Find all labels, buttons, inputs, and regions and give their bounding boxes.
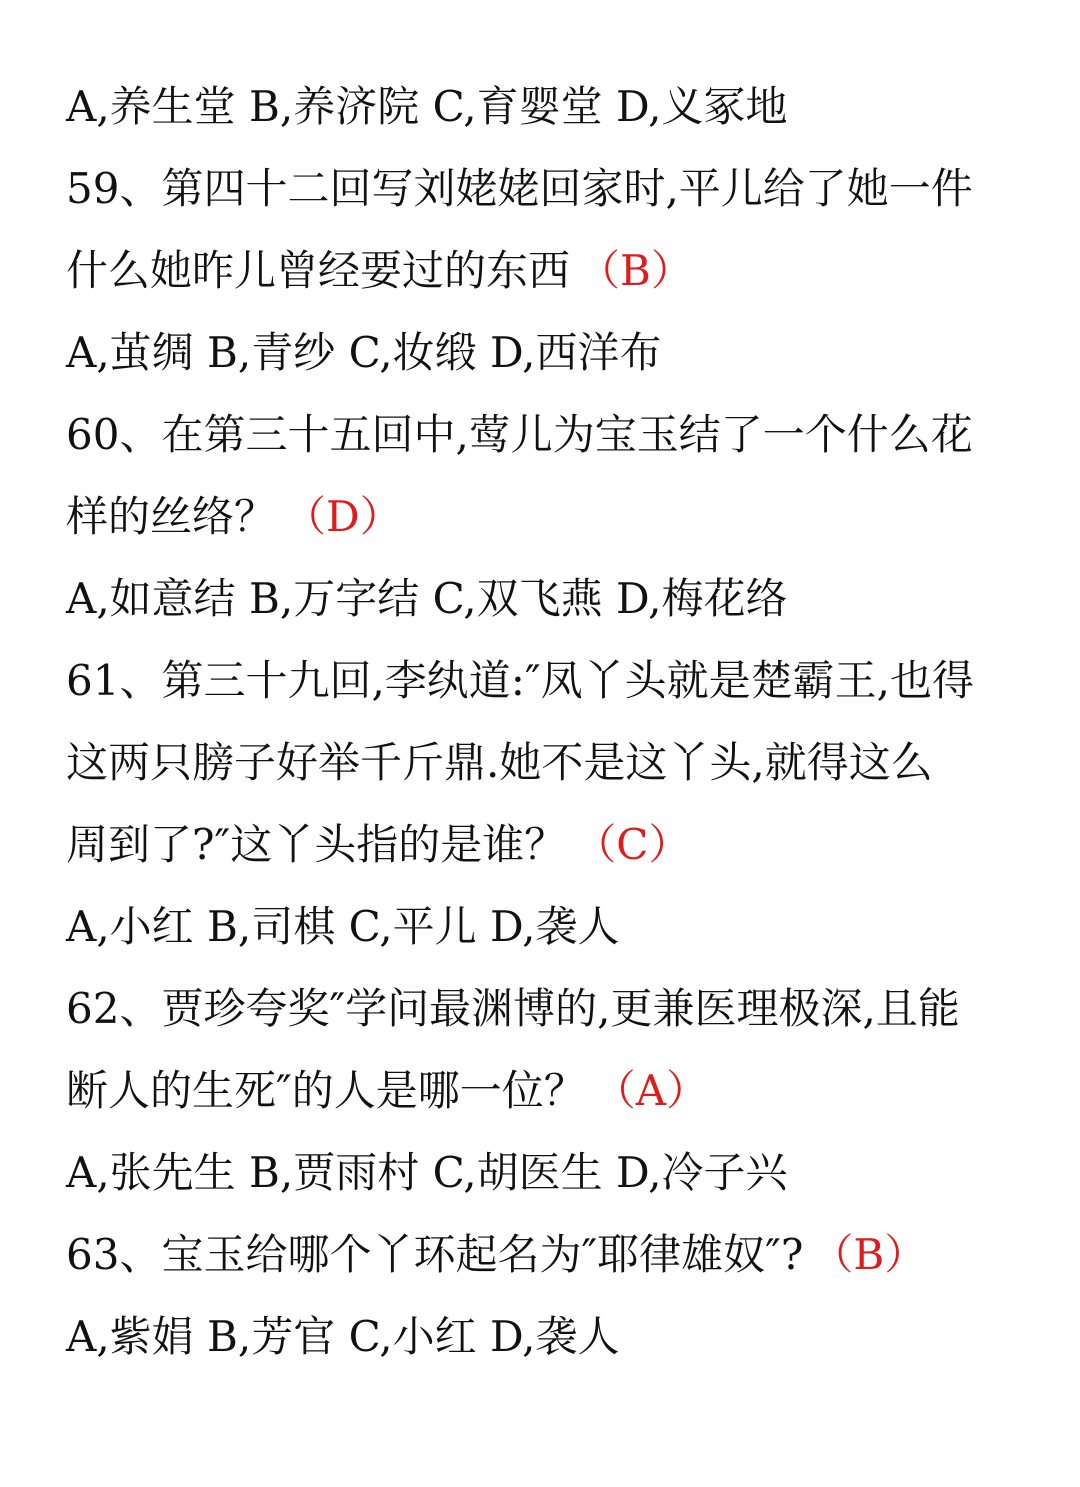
line-text: 这两只膀子好举千斤鼎.她不是这丫头,就得这么 (66, 738, 933, 787)
line-text: A,紫娟 B,芳官 C,小红 D,袭人 (66, 1312, 620, 1361)
question-60-line-2 (66, 476, 402, 558)
answer-60: （D） (284, 492, 402, 541)
line-text: 61、第三十九回,李纨道:″凤丫头就是楚霸王,也得 (66, 656, 974, 705)
line-text: 60、在第三十五回中,莺儿为宝玉结了一个什么花 (66, 410, 973, 459)
options-line-63 (66, 1296, 619, 1378)
question-60-line-1 (66, 394, 973, 476)
question-61-line-1 (66, 640, 974, 722)
answer-63: （B） (811, 1230, 927, 1279)
options-line-60 (66, 558, 787, 640)
question-63-line-1 (66, 1214, 926, 1296)
line-text: 63、宝玉给哪个丫环起名为″耶律雄奴″? (66, 1230, 804, 1279)
line-text: 59、第四十二回写刘姥姥回家时,平儿给了她一件 (66, 164, 973, 213)
answer-59: （B） (578, 246, 693, 295)
question-62-line-2 (66, 1050, 708, 1132)
line-text: 断人的生死″的人是哪一位？ (66, 1066, 586, 1115)
question-59-line-2 (66, 230, 693, 312)
question-61-line-2 (66, 722, 933, 804)
options-line-62 (66, 1132, 787, 1214)
question-62-line-1 (66, 968, 960, 1050)
line-text: A,张先生 B,贾雨村 C,胡医生 D,冷子兴 (66, 1148, 788, 1197)
line-text: 62、贾珍夸奖″学问最渊博的,更兼医理极深,且能 (66, 984, 960, 1033)
line-text: 什么她昨儿曾经要过的东西 (66, 246, 571, 295)
question-61-line-3 (66, 804, 690, 886)
question-59-line-1 (66, 148, 973, 230)
line-text: 周到了?″这丫头指的是谁？ (66, 820, 567, 869)
answer-61: （C） (574, 820, 691, 869)
options-line-61 (66, 886, 619, 968)
options-line-58 (66, 66, 787, 148)
line-text: A,养生堂 B,养济院 C,育婴堂 D,义冢地 (66, 82, 788, 131)
line-text: A,茧绸 B,青纱 C,妆缎 D,西洋布 (66, 328, 662, 377)
answer-62: （A） (593, 1066, 709, 1115)
line-text: A,小红 B,司棋 C,平儿 D,袭人 (66, 902, 620, 951)
line-text: 样的丝络？ (66, 492, 277, 541)
line-text: A,如意结 B,万字结 C,双飞燕 D,梅花络 (66, 574, 788, 623)
options-line-59 (66, 312, 661, 394)
